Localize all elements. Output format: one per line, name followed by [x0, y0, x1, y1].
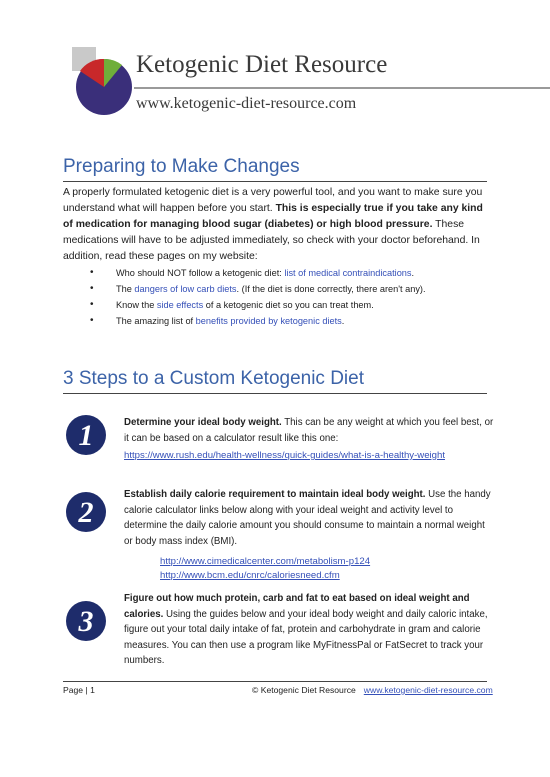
- heading-underline: [63, 181, 487, 182]
- list-item-text: The: [116, 284, 135, 294]
- step-2-text: [124, 487, 494, 549]
- list-item: [90, 265, 490, 281]
- site-header: [64, 45, 504, 140]
- logo-pie-icon: [64, 47, 134, 117]
- step-2-title: Establish daily calorie requirement to maintain ideal body weight.: [124, 489, 426, 500]
- footer-copyright: © Ketogenic Diet Resource: [252, 685, 356, 695]
- step-3-body: Using the guides below and your ideal body weight and daily caloric intake, figure out your total daily intake of fat, protein and carbohydrate in gram and calorie measures. You can then use a program like MyFitnessPal or FatSecret to track your numbers.: [124, 608, 488, 666]
- link-rush-healthy-weight[interactable]: https://www.rush.edu/health-wellness/quick-guides/what-is-a-healthy-weight: [124, 450, 446, 461]
- heading-underline: [63, 393, 487, 394]
- link-benefits[interactable]: benefits provided by ketogenic diets: [195, 316, 342, 326]
- list-item-text: The amazing list of: [116, 316, 196, 326]
- intro-paragraph: [63, 185, 493, 265]
- step-1-body: This can be any weight at which you feel best, or it can be based on a calculator result like this one:: [124, 417, 494, 444]
- step-2-body: Use the handy calorie calculator links below along with your ideal weight and activity level to determine the daily calorie amount you should consume to maintain a normal weight or body mass index (BMI).: [124, 489, 491, 547]
- step-1-number: 1: [78, 419, 94, 452]
- page-number: Page | 1: [63, 685, 95, 695]
- step-1-icon: [65, 414, 107, 456]
- intro-bold-text: This is especially true if you take any kind of medication for managing blood sugar (diabetes) or high blood pressure.: [63, 203, 483, 230]
- step-3-icon: [65, 600, 107, 642]
- footer-site-link[interactable]: www.ketogenic-diet-resource.com: [363, 685, 493, 695]
- link-medical-contraindications[interactable]: list of medical contraindications: [284, 268, 412, 278]
- step-1-title: Determine your ideal body weight.: [124, 417, 282, 428]
- link-bcm-caloriesneed[interactable]: http://www.bcm.edu/cnrc/caloriesneed.cfm: [160, 570, 340, 581]
- step-2-icon: [65, 491, 107, 533]
- list-item-text: .: [411, 268, 415, 278]
- section-heading-steps: 3 Steps to a Custom Ketogenic Diet: [63, 368, 364, 389]
- list-item-text: of a ketogenic diet so you can treat them.: [203, 300, 374, 310]
- list-item: [90, 313, 490, 329]
- list-item-text: Know the: [116, 300, 157, 310]
- reading-list: [90, 265, 490, 329]
- list-item: [90, 281, 490, 297]
- list-item-text: .: [341, 316, 345, 326]
- link-side-effects[interactable]: side effects: [156, 300, 204, 310]
- brand-title: Ketogenic Diet Resource: [136, 51, 388, 78]
- footer-divider: [63, 681, 487, 682]
- list-item-text: . (If the diet is done correctly, there aren't any).: [236, 284, 426, 294]
- section-heading-preparing: Preparing to Make Changes: [63, 156, 300, 177]
- link-cimedicalcenter[interactable]: http://www.cimedicalcenter.com/metabolism-p124: [160, 556, 371, 567]
- header-divider: [134, 87, 550, 89]
- brand-url[interactable]: www.ketogenic-diet-resource.com: [136, 95, 357, 112]
- list-item-text: Who should NOT follow a ketogenic diet:: [116, 268, 285, 278]
- link-dangers-low-carb[interactable]: dangers of low carb diets: [134, 284, 237, 294]
- step-3-title: Figure out how much protein, carb and fat to eat based on ideal weight and calories.: [124, 593, 470, 620]
- step-3-number: 3: [78, 605, 94, 638]
- list-item: [90, 297, 490, 313]
- step-1-text: [124, 415, 494, 446]
- step-3-text: [124, 591, 494, 669]
- intro-text-1: A properly formulated ketogenic diet is a very powerful tool, and you want to make sure you understand what will happen before you start.: [63, 187, 483, 214]
- footer-credit: [252, 685, 493, 695]
- intro-text-2: These medications will have to be adjusted immediately, so check with your doctor beforehand. In addition, read these pages on my website:: [63, 219, 480, 262]
- step-2-number: 2: [78, 496, 94, 529]
